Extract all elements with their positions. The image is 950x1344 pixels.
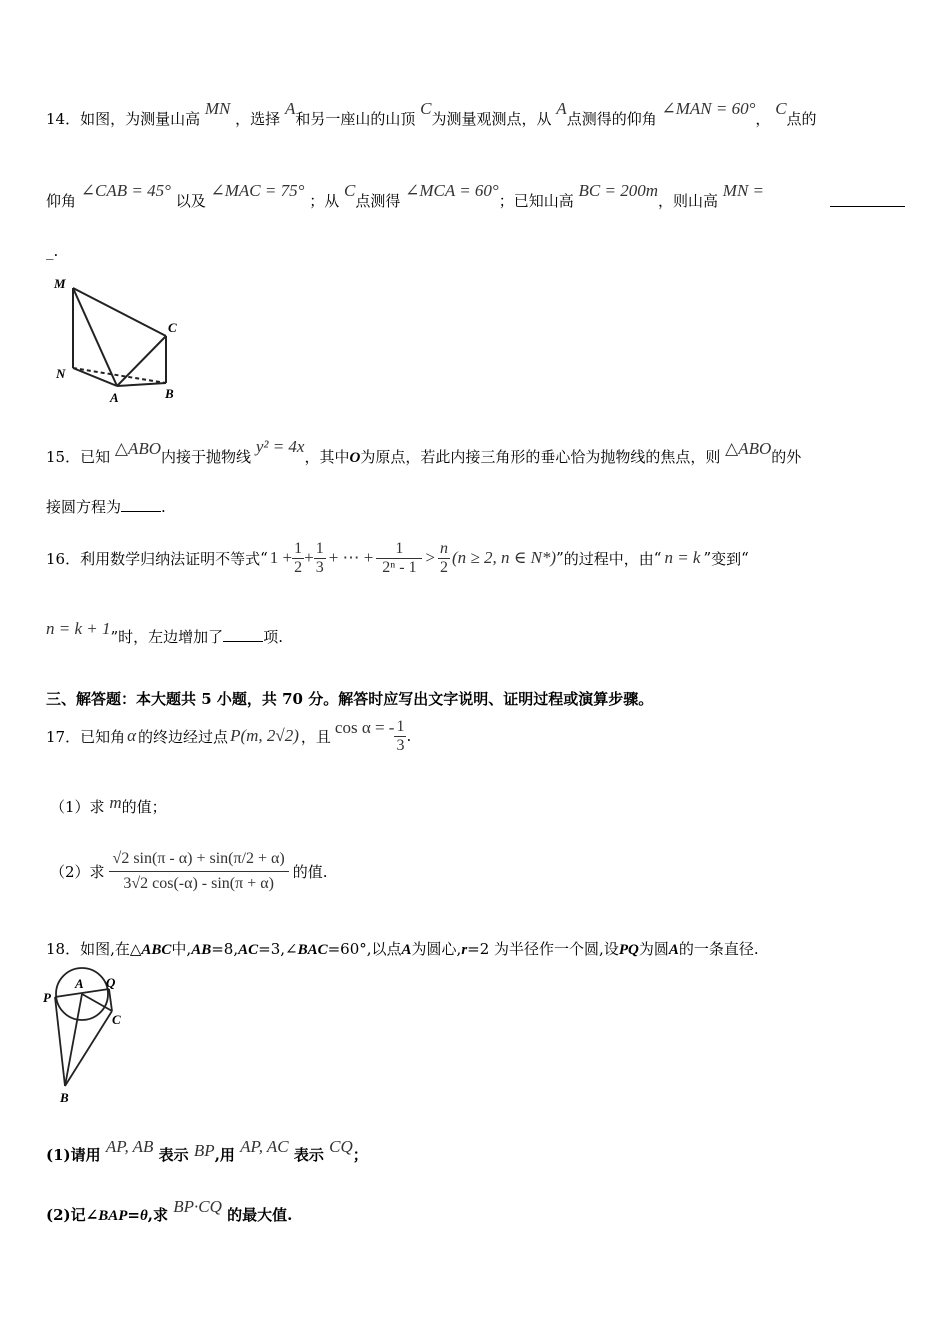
q18-fig-label-b: B [60, 1090, 69, 1105]
q14-fig-line-mc [73, 288, 166, 336]
fig-label-c: C [168, 320, 177, 335]
parabola-eq: y² = 4x [255, 437, 305, 456]
q14-figure [44, 272, 194, 407]
q14-fig-line-nb [73, 368, 166, 383]
q14-tail: _. [46, 242, 59, 260]
q14-fig-line-ab [117, 383, 166, 386]
q18-line1: 18．如图,在△ABC中,AB=8,AC=3,∠BAC=60°,以点A为圆心,r=2 为半径作一个圆,设PQ为圆A的一条直径. [46, 940, 759, 958]
q17-part2: （2）求 $\frac{√2 \sin(\pi - \alpha) + \sin(\pi/2 + \alpha)}{3√2 \cos(-\alpha) - \sin(\pi + \alpha)}$ 的值. [50, 849, 328, 892]
q15-number: 15． [46, 448, 81, 466]
q15-line1: 15．已知 △ABO内接于抛物线 y² = 4x，其中O为原点，若此内接三角形的垂心恰为抛物线的焦点，则 △ABO的外 [46, 437, 802, 466]
q18-fig-label-q: Q [106, 975, 116, 990]
section-3-heading: 三、解答题：本大题共 5 小题，共 70 分。解答时应写出文字说明、证明过程或演算步骤。 [46, 690, 654, 708]
angle-cab: ∠CAB = 45° [80, 181, 171, 200]
q16-line1: 16． 利用数学归纳法证明不等式 “ 1 + $\frac{1}{2}$ + $\frac{1}{3}$ + ⋯ + $\frac{1}{\text{2ⁿ - 1}}$ > $\frac{n}{2}$ (n ≥ 2, n ∈ N*) ” 的过程中，由 “ n = k ” 变到 “ [46, 539, 749, 576]
q18-fig-label-c: C [112, 1012, 121, 1027]
angle-mac: ∠MAC = 75° [210, 181, 305, 200]
fig-label-b: B [165, 386, 174, 401]
q18-fig-line-qc [109, 989, 112, 1011]
q18-part2: (2)记∠BAP=θ,求 BP·CQ 的最大值. [46, 1197, 293, 1224]
q18-fig-label-a: A [75, 976, 84, 991]
q18-fig-label-p: P [43, 990, 51, 1005]
q18-number: 18． [46, 940, 81, 958]
bc-length: BC = 200m [578, 181, 658, 200]
q15-line2: 接圆方程为 . [46, 498, 166, 516]
q18-figure [42, 966, 142, 1106]
q17-part1: （1）求 m的值； [50, 793, 167, 816]
q18-fig-line-pb [55, 997, 65, 1086]
q16-line2: n = k + 1”时，左边增加了 项. [46, 619, 283, 646]
q14-answer-blank[interactable] [830, 186, 905, 207]
fig-label-a: A [110, 390, 119, 405]
q16-answer-blank[interactable] [223, 627, 263, 642]
q14-fig-line-ac [117, 336, 166, 386]
q14-line2: 仰角 ∠CAB = 45° 以及 ∠MAC = 75° ；从 C点测得 ∠MCA = 60°；已知山高 BC = 200m，则山高 MN = [46, 181, 765, 210]
fig-label-n: N [56, 366, 66, 381]
angle-mca: ∠MCA = 60° [405, 181, 499, 200]
q18-part1: (1)请用 AP, AB 表示 BP,用 AP, AC 表示 CQ； [46, 1137, 368, 1164]
q17-expression: $\frac{√2 \sin(\pi - \alpha) + \sin(\pi/2 + \alpha)}{3√2 \cos(-\alpha) - \sin(\pi + \alpha)}$ [109, 850, 289, 893]
q15-answer-blank[interactable] [121, 497, 161, 512]
q14-line1: 14．如图，为测量山高 MN ，选择 A和另一座山的山顶 C为测量观测点，从 A点测得的仰角 ∠MAN = 60°， C点的 [46, 99, 817, 128]
fig-label-m: M [54, 276, 66, 291]
point-p: P(m, 2√2) [230, 726, 299, 745]
q16-number: 16． [46, 549, 81, 568]
q17-line1: 17． 已知角 α 的终边经过点 P(m, 2√2) ，且 cos α = - $\frac{1}{3}$ . [46, 717, 412, 754]
angle-man: ∠MAN = 60° [661, 99, 756, 118]
q17-number: 17． [46, 727, 81, 746]
q14-number: 14． [46, 110, 81, 128]
